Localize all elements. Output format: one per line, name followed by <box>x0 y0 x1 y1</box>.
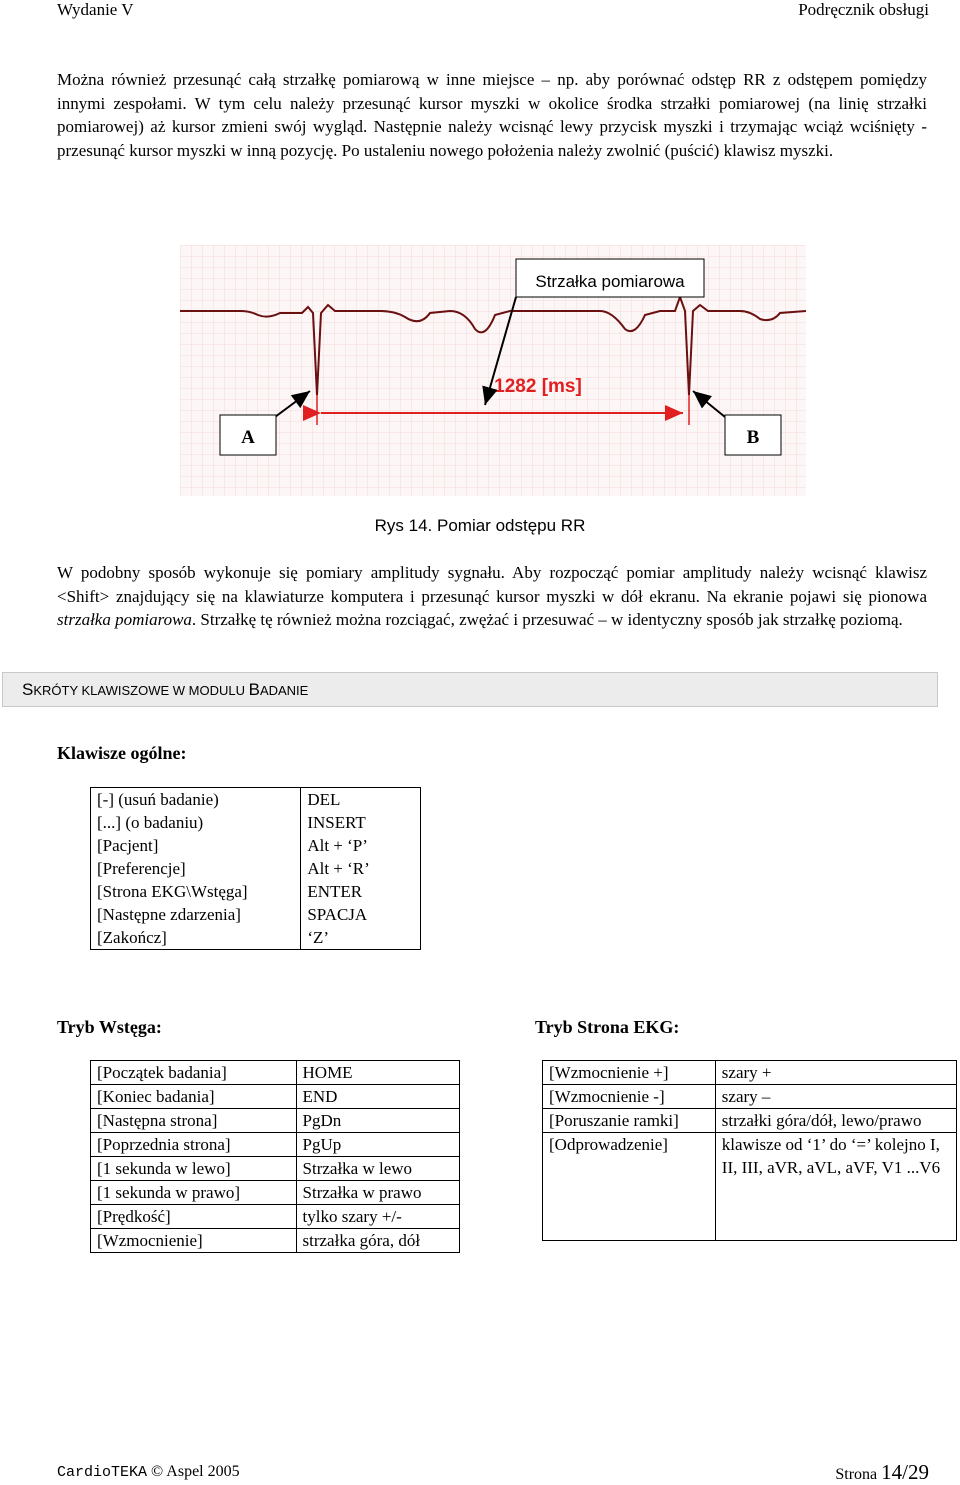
section-title-part-2: KRÓTY KLAWISZOWE W MODULU <box>33 683 249 698</box>
ribbon-mode-heading: Tryb Wstęga: <box>57 1017 162 1037</box>
key-shortcut: HOME <box>296 1061 459 1085</box>
amplitude-text-italic: strzałka pomiarowa <box>57 610 192 629</box>
key-action: [1 sekunda w lewo] <box>91 1157 297 1181</box>
key-shortcut: Alt + ‘R’ <box>301 857 421 880</box>
key-action: [Wzmocnienie +] <box>543 1061 716 1085</box>
key-shortcut: strzałki góra/dół, lewo/prawo <box>715 1109 956 1133</box>
footer-page-label: Strona <box>835 1466 878 1483</box>
table-row <box>543 1109 957 1133</box>
footer-copyright: © Aspel 2005 <box>151 1463 240 1480</box>
table-row <box>91 1109 460 1133</box>
key-action: [1 sekunda w prawo] <box>91 1181 297 1205</box>
key-shortcut: SPACJA <box>301 903 421 926</box>
table-row <box>91 1181 460 1205</box>
label-a: A <box>241 427 255 448</box>
section-title-part-1: S <box>22 680 34 699</box>
key-action: [Strona EKG\Wstęga] <box>91 880 301 903</box>
key-action: [Odprowadzenie] <box>543 1133 716 1241</box>
header-left: Wydanie V <box>57 0 134 19</box>
key-action: [Następne zdarzenia] <box>91 903 301 926</box>
key-shortcut: ‘Z’ <box>301 926 421 950</box>
key-action: [Poprzednia strona] <box>91 1133 297 1157</box>
key-action: [Prędkość] <box>91 1205 297 1229</box>
amplitude-text-2: . Strzałkę tę również można rozciągać, zwężać i przesuwać – w identyczny sposób jak strzałkę poziomą. <box>191 610 903 629</box>
key-action: [...] (o badaniu) <box>91 811 301 834</box>
key-shortcut: Strzałka w lewo <box>296 1157 459 1181</box>
footer-left <box>57 1463 240 1481</box>
key-action: [-] (usuń badanie) <box>91 788 301 812</box>
ecg-grid <box>180 245 806 496</box>
table-row <box>91 1061 460 1085</box>
table-row <box>91 834 421 857</box>
key-shortcut: END <box>296 1085 459 1109</box>
table-row <box>91 1205 460 1229</box>
ribbon-keys-table <box>90 1060 460 1253</box>
ekg-page-keys-table <box>542 1060 957 1241</box>
key-shortcut: DEL <box>301 788 421 812</box>
key-shortcut: szary – <box>715 1085 956 1109</box>
ekg-page-mode-heading: Tryb Strona EKG: <box>535 1017 680 1037</box>
general-keys-heading: Klawisze ogólne: <box>57 743 187 763</box>
section-title-part-3: B <box>248 680 260 699</box>
key-action: [Następna strona] <box>91 1109 297 1133</box>
table-row <box>91 903 421 926</box>
table-row <box>543 1061 957 1085</box>
callout-label: Strzałka pomiarowa <box>535 272 685 291</box>
figure-caption: Rys 14. Pomiar odstępu RR <box>374 516 586 535</box>
key-shortcut: ENTER <box>301 880 421 903</box>
measurement-label: 1282 [ms] <box>494 376 582 397</box>
section-title <box>22 680 308 700</box>
table-row <box>91 880 421 903</box>
footer-page-number: 14/29 <box>881 1460 929 1484</box>
table-row <box>91 857 421 880</box>
key-action: [Preferencje] <box>91 857 301 880</box>
key-shortcut: Alt + ‘P’ <box>301 834 421 857</box>
intro-paragraph: Można również przesunąć całą strzałkę pomiarową w inne miejsce – np. aby porównać odstęp RR z odstępem pomiędzy innymi zespołami. W tym celu należy przesunąć kursor myszki w okolice środka strzałki pomiarowej (na linię strzałki pomiarowej) aż kursor zmieni swój wygląd. Następnie należy wcisnąć lewy przycisk myszki i trzymając wciąż wciśnięty - przesunąć kursor myszki w inną pozycję. Po ustaleniu nowego położenia należy zwolnić (puścić) klawisz myszki. <box>57 70 927 160</box>
table-row <box>91 1157 460 1181</box>
table-row <box>91 811 421 834</box>
table-row <box>91 1229 460 1253</box>
key-shortcut: Strzałka w prawo <box>296 1181 459 1205</box>
label-b: B <box>746 427 760 448</box>
table-row <box>543 1085 957 1109</box>
key-shortcut: INSERT <box>301 811 421 834</box>
key-action: [Pacjent] <box>91 834 301 857</box>
key-shortcut: strzałka góra, dół <box>296 1229 459 1253</box>
key-action: [Początek badania] <box>91 1061 297 1085</box>
ecg-figure <box>180 245 806 496</box>
key-action: [Zakończ] <box>91 926 301 950</box>
key-shortcut: klawisze od ‘1’ do ‘=’ kolejno I, II, III, aVR, aVL, aVF, V1 ...V6 <box>715 1133 956 1241</box>
table-row <box>91 926 421 950</box>
header-right: Podręcznik obsługi <box>798 0 929 19</box>
key-action: [Wzmocnienie] <box>91 1229 297 1253</box>
footer-right <box>835 1460 929 1485</box>
amplitude-text-1: W podobny sposób wykonuje się pomiary amplitudy sygnału. Aby rozpocząć pomiar amplitudy należy wcisnąć klawisz <Shift> znajdujący się na klawiaturze komputera i przesunąć kursor myszki w dół ekranu. Na ekranie pojawi się pionowa <box>57 563 927 606</box>
key-action: [Wzmocnienie -] <box>543 1085 716 1109</box>
key-action: [Koniec badania] <box>91 1085 297 1109</box>
key-action: [Poruszanie ramki] <box>543 1109 716 1133</box>
table-row <box>91 1133 460 1157</box>
table-row <box>543 1133 957 1241</box>
key-shortcut: PgUp <box>296 1133 459 1157</box>
table-row <box>91 1085 460 1109</box>
section-title-part-4: ADANIE <box>259 683 309 698</box>
footer-brand: CardioTEKA <box>57 1464 148 1481</box>
key-shortcut: PgDn <box>296 1109 459 1133</box>
amplitude-paragraph <box>57 561 927 632</box>
key-shortcut: tylko szary +/- <box>296 1205 459 1229</box>
general-keys-table <box>90 787 421 950</box>
table-row <box>91 788 421 812</box>
key-shortcut: szary + <box>715 1061 956 1085</box>
